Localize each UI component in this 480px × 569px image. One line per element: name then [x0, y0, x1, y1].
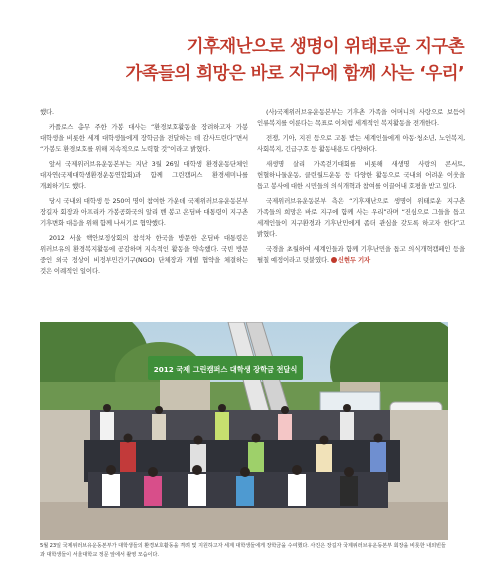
group-photo — [40, 322, 448, 540]
paragraph: 했다. — [40, 108, 54, 116]
person — [188, 474, 206, 506]
paragraph: 앞서 국제위러브유운동본부는 지난 3월 26일 대학생 환경운동단체인 대자연(국제대학생환경운동연합회)과 함께 그린캠퍼스 환경세미나를 개최하기도 했다. — [40, 159, 248, 190]
paragraph-last — [257, 244, 465, 266]
headline-line-1: 기후재난으로 생명이 위태로운 지구촌 — [186, 37, 464, 57]
paragraph: 국제위러브유운동본부 측은 “기후재난으로 생명이 위태로운 지구촌 가족들의 희망은 바로 지구에 함께 사는 우리”라며 “진심으로 그들을 돕고 세계인들이 지구환경과 기후난민에게 좀더 관심을 갖도록 하고자 한다”고 밝혔다. — [257, 196, 465, 239]
paragraph: 당시 국내외 대학생 등 250여 명이 참여한 가운데 국제위러브유운동본부 장길자 회장과 아프리카 가봉공화국의 알리 벤 봉고 온딤바 대통령이 지구촌 기후변화 대응을 위해 함께 나서기로 협약했다. — [40, 196, 248, 227]
person — [144, 476, 162, 506]
paragraph: 카플로스 총무 주한 가봉 대사는 “환경보호활동을 장려하고자 가봉 대학생을 비롯한 세계 대학생들에게 장학금을 전달하는 데 감사드린다”면서 “가봉도 환경보호를 위해 지속적으로 노력할 것”이라고 밝혔다. — [40, 122, 248, 153]
banner-text: 2012 국제 그린캠퍼스 대학생 장학금 전달식 — [153, 365, 298, 374]
person — [288, 474, 306, 506]
paragraph: 새생명 살리 가족걷기대회를 비롯해 새생명 사랑의 콘서트, 헌혈하나둘운동, 클린월드운동 등 다양한 활동으로 국내외 어려운 이웃을 돕고 봉사에 대한 시민들의 의식개혁과 참여를 이끌어내 호평을 받고 있다. — [257, 159, 465, 190]
hill — [40, 382, 448, 412]
building — [160, 380, 210, 410]
person — [102, 474, 120, 506]
headline — [125, 34, 464, 88]
byline-mark-icon — [331, 257, 337, 263]
person — [236, 476, 254, 506]
paragraph-text: 국경을 초월하여 세계인들과 함께 기후난민을 돕고 의식개혁캠페인 등을 펼칠 예정이라고 덧붙였다. — [257, 244, 465, 264]
person — [340, 476, 358, 506]
paragraph: 2012 서울 핵안보정상회의 참석차 한국을 방문한 온딤바 대통령은 위러브유의 환경복지활동에 공감하며 지속적인 활동을 약속했다. 국빈 방문 중인 외국 정상이 비정부민간기구(NGO) 단체장과 개별 협약을 체결하는 것은 이례적인 일이다. — [40, 233, 248, 276]
byline-text: 신현두 기자 — [337, 256, 370, 264]
article-right-column — [257, 107, 465, 270]
headline-line-2: 가족들의 희망은 바로 지구에 함께 사는 ‘우리’ — [125, 64, 464, 84]
paragraph: (사)국제위러브유운동본부는 기후촌 가족을 어머니의 사랑으로 보듬어 인류복지를 이룬다는 목표로 이처럼 세계적인 복지활동을 전개한다. — [257, 108, 465, 128]
paragraph: 전쟁, 기아, 지진 등으로 고통 받는 세계인들에게 아동·청소년, 노인복지, 사회복지, 긴급구호 등 활동내용도 다양하다. — [257, 133, 465, 153]
article-left-column — [40, 107, 248, 281]
group-photo-illustration — [40, 322, 448, 540]
crowd-front-row — [88, 472, 388, 508]
photo-caption: 5월 23일 국제위러브유운동본부가 대학생들의 환경보호활동을 격려 및 지원하고자 세계 대학생들에게 장학금을 수여했다. 사진은 장길자 국제위러브유운동본부 회장을 비롯한 내외빈들과 대학생들이 서울대학교 정문 앞에서 촬영 모습이다. — [40, 543, 446, 558]
byline — [331, 256, 370, 264]
